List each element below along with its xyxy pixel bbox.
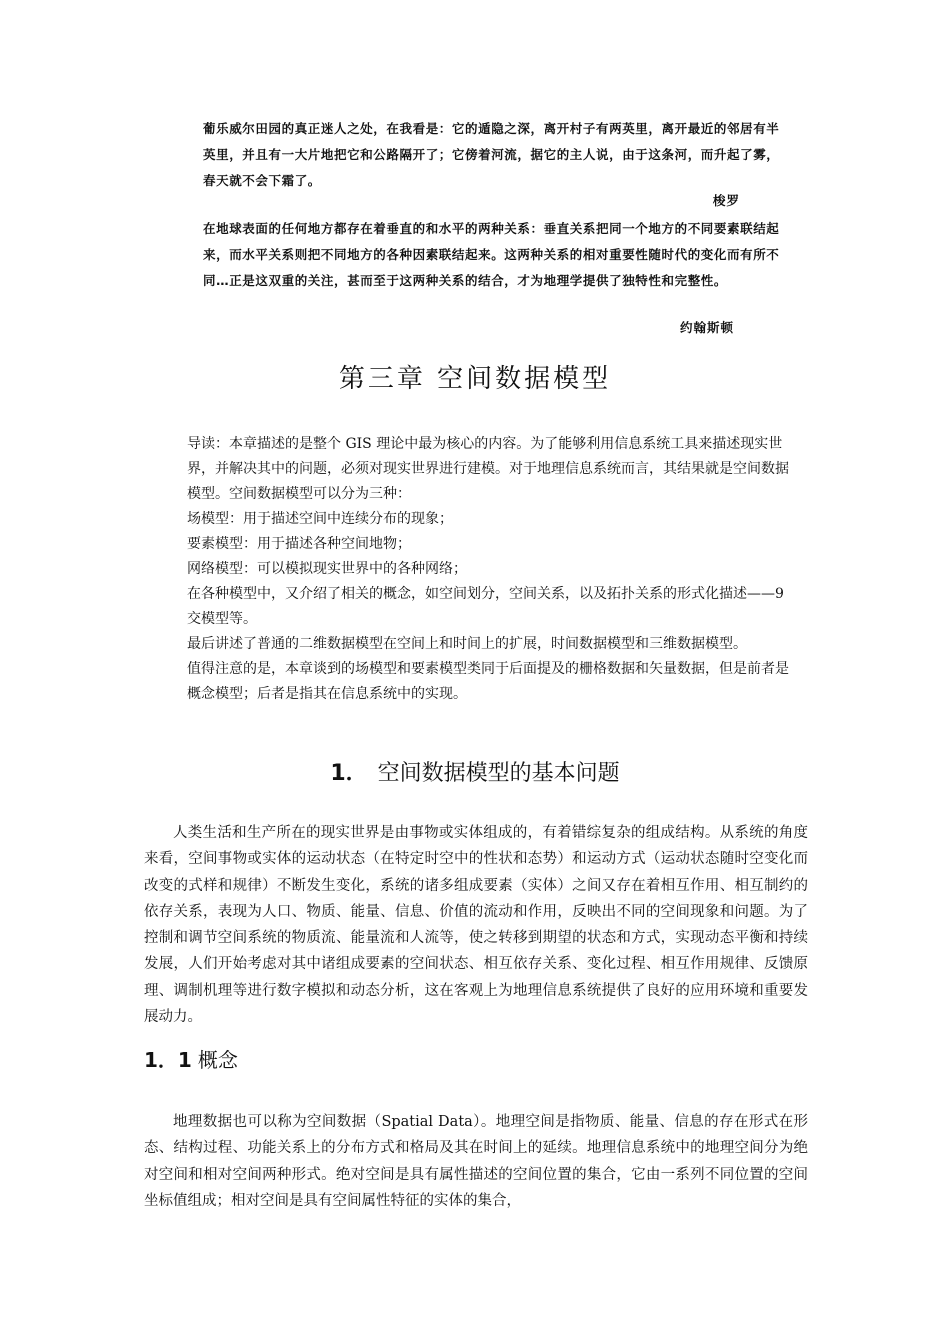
intro-paragraph: 导读：本章描述的是整个 GIS 理论中最为核心的内容。为了能够利用信息系统工具来描述现实世界，并解决其中的问题，必须对现实世界进行建模。对于地理信息系统而言，其结果就是空间数据模型。空间数据模型可以分为三种：	[187, 436, 789, 502]
intro-paragraph: 要素模型：用于描述各种空间地物；	[187, 536, 411, 552]
chapter-intro	[187, 432, 797, 707]
chapter-title: 第三章 空间数据模型	[338, 364, 612, 394]
section-1-1-body	[144, 1109, 808, 1214]
section-1-body	[144, 820, 808, 1030]
section-number: 1．	[330, 761, 368, 786]
intro-paragraph: 网络模型：可以模拟现实世界中的各种网络；	[187, 561, 467, 577]
epigraph-text-1: 葡乐威尔田园的真正迷人之处，在我看是：它的遁隐之深，离开村子有两英里，离开最近的邻居有半英里，并且有一大片地把它和公路隔开了；它傍着河流，据它的主人说，由于这条河，而升起了雾，春天就不会下霜了。	[203, 121, 780, 188]
body-paragraph: 地理数据也可以称为空间数据（Spatial Data）。地理空间是指物质、能量、信息的存在形式在形态、结构过程、功能关系上的分布方式和格局及其在时间上的延续。地理信息系统中的地理空间分为绝对空间和相对空间两种形式。绝对空间是具有属性描述的空间位置的集合，它由一系列不同位置的空间坐标值组成；相对空间是具有空间属性特征的实体的集合，	[144, 1114, 808, 1209]
intro-paragraph: 场模型：用于描述空间中连续分布的现象；	[187, 511, 453, 527]
intro-paragraph: 最后讲述了普通的二维数据模型在空间上和时间上的扩展，时间数据模型和三维数据模型。	[187, 636, 747, 652]
intro-paragraph: 值得注意的是，本章谈到的场模型和要素模型类同于后面提及的栅格数据和矢量数据，但是前者是概念模型；后者是指其在信息系统中的实现。	[187, 661, 789, 702]
section-heading-1-1	[144, 1044, 238, 1073]
epigraph-text-2: 在地球表面的任何地方都存在着垂直的和水平的两种关系：垂直关系把同一个地方的不同要素联结起来，而水平关系则把不同地方的各种因素联结起来。这两种关系的相对重要性随时代的变化而有所不同…正是这双重的关注，甚而至于这两种关系的结合，才为地理学提供了独特性和完整性。	[203, 221, 780, 288]
subsection-number: 1．1	[144, 1048, 192, 1072]
subsection-title: 概念	[197, 1048, 238, 1072]
epigraph-author-2: 约翰斯顿	[680, 320, 735, 335]
epigraph-author-1: 梭罗	[713, 193, 741, 208]
section-title: 空间数据模型的基本问题	[377, 761, 620, 786]
section-heading-1	[0, 756, 950, 787]
intro-paragraph: 在各种模型中，又介绍了相关的概念，如空间划分，空间关系，以及拓扑关系的形式化描述——9 交模型等。	[187, 586, 784, 627]
body-paragraph: 人类生活和生产所在的现实世界是由事物或实体组成的，有着错综复杂的组成结构。从系统的角度来看，空间事物或实体的运动状态（在特定时空中的性状和态势）和运动方式（运动状态随时空变化而改变的式样和规律）不断发生变化，系统的诸多组成要素（实体）之间又存在着相互作用、相互制约的依存关系，表现为人口、物质、能量、信息、价值的流动和作用，反映出不同的空间现象和问题。为了控制和调节空间系统的物质流、能量流和人流等，使之转移到期望的状态和方式，实现动态平衡和持续发展，人们开始考虑对其中诸组成要素的空间状态、相互依存关系、变化过程、相互作用规律、反馈原理、调制机理等进行数字模拟和动态分析，这在客观上为地理信息系统提供了良好的应用环境和重要发展动力。	[144, 825, 808, 1026]
